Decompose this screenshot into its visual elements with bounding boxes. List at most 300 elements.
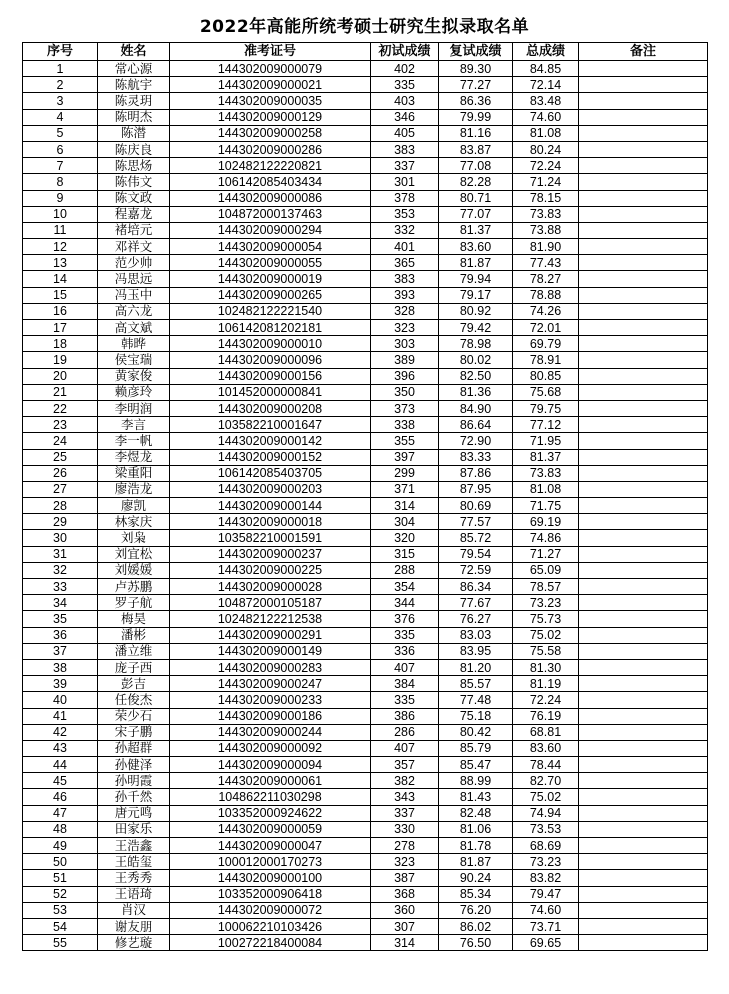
cell-remarks <box>579 336 708 352</box>
cell-exam-id: 144302009000208 <box>170 400 371 416</box>
table-row <box>23 465 708 481</box>
cell-total-score: 73.23 <box>513 595 579 611</box>
cell-total-score: 69.79 <box>513 336 579 352</box>
cell-retest-score: 72.59 <box>439 562 513 578</box>
cell-prelim-score: 346 <box>371 109 439 125</box>
cell-total-score: 79.75 <box>513 400 579 416</box>
cell-index: 23 <box>23 417 98 433</box>
cell-remarks <box>579 659 708 675</box>
cell-index: 34 <box>23 595 98 611</box>
cell-index: 18 <box>23 336 98 352</box>
cell-remarks <box>579 757 708 773</box>
cell-total-score: 83.48 <box>513 93 579 109</box>
cell-total-score: 80.85 <box>513 368 579 384</box>
table-row <box>23 659 708 675</box>
cell-total-score: 68.81 <box>513 724 579 740</box>
cell-prelim-score: 389 <box>371 352 439 368</box>
cell-total-score: 81.08 <box>513 125 579 141</box>
cell-index: 11 <box>23 222 98 238</box>
cell-remarks <box>579 643 708 659</box>
cell-total-score: 73.53 <box>513 821 579 837</box>
cell-prelim-score: 315 <box>371 546 439 562</box>
cell-index: 22 <box>23 400 98 416</box>
cell-exam-id: 144302009000152 <box>170 449 371 465</box>
cell-remarks <box>579 465 708 481</box>
cell-retest-score: 79.99 <box>439 109 513 125</box>
table-body <box>23 61 708 951</box>
cell-retest-score: 80.92 <box>439 303 513 319</box>
cell-name: 孙明霞 <box>98 773 170 789</box>
column-header-prelim-score: 初试成绩 <box>371 43 439 61</box>
cell-exam-id: 103352000906418 <box>170 886 371 902</box>
cell-prelim-score: 320 <box>371 530 439 546</box>
cell-total-score: 75.73 <box>513 611 579 627</box>
cell-index: 15 <box>23 287 98 303</box>
cell-index: 13 <box>23 255 98 271</box>
cell-exam-id: 144302009000294 <box>170 222 371 238</box>
cell-name: 侯宝瑞 <box>98 352 170 368</box>
cell-total-score: 73.23 <box>513 854 579 870</box>
cell-retest-score: 80.69 <box>439 498 513 514</box>
cell-retest-score: 81.16 <box>439 125 513 141</box>
cell-remarks <box>579 854 708 870</box>
cell-prelim-score: 335 <box>371 692 439 708</box>
cell-index: 48 <box>23 821 98 837</box>
cell-remarks <box>579 627 708 643</box>
cell-remarks <box>579 109 708 125</box>
cell-remarks <box>579 724 708 740</box>
table-row <box>23 724 708 740</box>
cell-remarks <box>579 239 708 255</box>
cell-total-score: 72.24 <box>513 692 579 708</box>
cell-name: 陈伟文 <box>98 174 170 190</box>
cell-name: 范少帅 <box>98 255 170 271</box>
cell-exam-id: 144302009000144 <box>170 498 371 514</box>
cell-index: 19 <box>23 352 98 368</box>
cell-total-score: 76.19 <box>513 708 579 724</box>
cell-total-score: 78.15 <box>513 190 579 206</box>
cell-prelim-score: 328 <box>371 303 439 319</box>
cell-retest-score: 77.57 <box>439 514 513 530</box>
column-header-total-score: 总成绩 <box>513 43 579 61</box>
cell-retest-score: 80.71 <box>439 190 513 206</box>
table-row <box>23 692 708 708</box>
cell-prelim-score: 360 <box>371 902 439 918</box>
cell-name: 刘宜松 <box>98 546 170 562</box>
cell-prelim-score: 350 <box>371 384 439 400</box>
cell-prelim-score: 382 <box>371 773 439 789</box>
table-row <box>23 498 708 514</box>
cell-retest-score: 76.50 <box>439 935 513 951</box>
cell-name: 罗子航 <box>98 595 170 611</box>
cell-index: 43 <box>23 740 98 756</box>
cell-index: 6 <box>23 141 98 157</box>
cell-retest-score: 79.17 <box>439 287 513 303</box>
cell-prelim-score: 288 <box>371 562 439 578</box>
cell-name: 陈庆良 <box>98 141 170 157</box>
cell-name: 任俊杰 <box>98 692 170 708</box>
cell-total-score: 71.95 <box>513 433 579 449</box>
cell-total-score: 78.27 <box>513 271 579 287</box>
cell-name: 廖凯 <box>98 498 170 514</box>
cell-prelim-score: 337 <box>371 158 439 174</box>
cell-name: 荣少石 <box>98 708 170 724</box>
cell-name: 肖汉 <box>98 902 170 918</box>
cell-prelim-score: 405 <box>371 125 439 141</box>
cell-index: 36 <box>23 627 98 643</box>
cell-name: 刘枭 <box>98 530 170 546</box>
column-header-exam-id: 准考证号 <box>170 43 371 61</box>
table-row <box>23 158 708 174</box>
cell-name: 梅昊 <box>98 611 170 627</box>
cell-name: 褚培元 <box>98 222 170 238</box>
column-header-retest-score: 复试成绩 <box>439 43 513 61</box>
cell-exam-id: 144302009000028 <box>170 579 371 595</box>
cell-exam-id: 144302009000019 <box>170 271 371 287</box>
cell-index: 41 <box>23 708 98 724</box>
cell-total-score: 80.24 <box>513 141 579 157</box>
page-title: 2022年高能所统考硕士研究生拟录取名单 <box>199 17 530 37</box>
cell-name: 程嘉龙 <box>98 206 170 222</box>
cell-retest-score: 85.34 <box>439 886 513 902</box>
cell-index: 45 <box>23 773 98 789</box>
cell-index: 38 <box>23 659 98 675</box>
table-row <box>23 838 708 854</box>
cell-remarks <box>579 433 708 449</box>
table-row <box>23 579 708 595</box>
cell-remarks <box>579 886 708 902</box>
table-row <box>23 935 708 951</box>
cell-remarks <box>579 287 708 303</box>
cell-prelim-score: 343 <box>371 789 439 805</box>
table-row <box>23 141 708 157</box>
cell-remarks <box>579 190 708 206</box>
cell-total-score: 81.37 <box>513 449 579 465</box>
cell-remarks <box>579 352 708 368</box>
cell-retest-score: 81.37 <box>439 222 513 238</box>
cell-prelim-score: 299 <box>371 465 439 481</box>
table-row <box>23 271 708 287</box>
cell-prelim-score: 307 <box>371 918 439 934</box>
cell-remarks <box>579 141 708 157</box>
cell-name: 陈航宇 <box>98 77 170 93</box>
column-header-name: 姓名 <box>98 43 170 61</box>
cell-retest-score: 83.60 <box>439 239 513 255</box>
cell-retest-score: 86.02 <box>439 918 513 934</box>
cell-retest-score: 85.57 <box>439 676 513 692</box>
cell-remarks <box>579 611 708 627</box>
cell-remarks <box>579 206 708 222</box>
cell-total-score: 79.47 <box>513 886 579 902</box>
table-row <box>23 902 708 918</box>
cell-total-score: 74.26 <box>513 303 579 319</box>
table-row <box>23 222 708 238</box>
cell-total-score: 75.68 <box>513 384 579 400</box>
cell-remarks <box>579 384 708 400</box>
cell-retest-score: 81.06 <box>439 821 513 837</box>
cell-prelim-score: 373 <box>371 400 439 416</box>
cell-exam-id: 144302009000035 <box>170 93 371 109</box>
cell-retest-score: 82.28 <box>439 174 513 190</box>
cell-exam-id: 144302009000047 <box>170 838 371 854</box>
cell-remarks <box>579 579 708 595</box>
cell-retest-score: 78.98 <box>439 336 513 352</box>
cell-prelim-score: 368 <box>371 886 439 902</box>
cell-total-score: 84.85 <box>513 61 579 77</box>
cell-index: 44 <box>23 757 98 773</box>
cell-exam-id: 144302009000092 <box>170 740 371 756</box>
table-row <box>23 514 708 530</box>
cell-total-score: 75.02 <box>513 789 579 805</box>
cell-retest-score: 81.87 <box>439 255 513 271</box>
cell-total-score: 73.83 <box>513 465 579 481</box>
column-header-remarks: 备注 <box>579 43 708 61</box>
cell-remarks <box>579 740 708 756</box>
cell-name: 刘媛媛 <box>98 562 170 578</box>
table-row <box>23 174 708 190</box>
table-row <box>23 595 708 611</box>
cell-retest-score: 86.36 <box>439 93 513 109</box>
cell-index: 33 <box>23 579 98 595</box>
table-row <box>23 757 708 773</box>
cell-exam-id: 144302009000018 <box>170 514 371 530</box>
cell-prelim-score: 335 <box>371 77 439 93</box>
cell-index: 40 <box>23 692 98 708</box>
cell-exam-id: 144302009000149 <box>170 643 371 659</box>
cell-exam-id: 144302009000258 <box>170 125 371 141</box>
cell-remarks <box>579 125 708 141</box>
cell-index: 4 <box>23 109 98 125</box>
cell-name: 赖彦玲 <box>98 384 170 400</box>
cell-exam-id: 144302009000203 <box>170 481 371 497</box>
table-row <box>23 611 708 627</box>
cell-exam-id: 144302009000286 <box>170 141 371 157</box>
cell-exam-id: 144302009000129 <box>170 109 371 125</box>
cell-retest-score: 77.67 <box>439 595 513 611</box>
cell-retest-score: 85.72 <box>439 530 513 546</box>
cell-retest-score: 87.86 <box>439 465 513 481</box>
cell-remarks <box>579 708 708 724</box>
cell-exam-id: 101452000000841 <box>170 384 371 400</box>
cell-name: 韩晔 <box>98 336 170 352</box>
cell-remarks <box>579 546 708 562</box>
table-row <box>23 433 708 449</box>
cell-exam-id: 144302009000096 <box>170 352 371 368</box>
cell-exam-id: 104862211030298 <box>170 789 371 805</box>
cell-remarks <box>579 93 708 109</box>
cell-exam-id: 144302009000265 <box>170 287 371 303</box>
cell-remarks <box>579 821 708 837</box>
cell-retest-score: 90.24 <box>439 870 513 886</box>
cell-retest-score: 81.87 <box>439 854 513 870</box>
cell-remarks <box>579 498 708 514</box>
cell-prelim-score: 278 <box>371 838 439 854</box>
cell-exam-id: 100012000170273 <box>170 854 371 870</box>
table-row <box>23 190 708 206</box>
cell-total-score: 81.19 <box>513 676 579 692</box>
cell-index: 46 <box>23 789 98 805</box>
cell-retest-score: 83.95 <box>439 643 513 659</box>
cell-name: 潘彬 <box>98 627 170 643</box>
cell-index: 16 <box>23 303 98 319</box>
table-row <box>23 449 708 465</box>
cell-index: 10 <box>23 206 98 222</box>
cell-total-score: 71.75 <box>513 498 579 514</box>
cell-exam-id: 104872000137463 <box>170 206 371 222</box>
cell-remarks <box>579 222 708 238</box>
cell-name: 庞子西 <box>98 659 170 675</box>
cell-exam-id: 144302009000186 <box>170 708 371 724</box>
cell-prelim-score: 330 <box>371 821 439 837</box>
cell-index: 17 <box>23 320 98 336</box>
cell-exam-id: 144302009000072 <box>170 902 371 918</box>
table-row <box>23 805 708 821</box>
cell-prelim-score: 332 <box>371 222 439 238</box>
column-header-index: 序号 <box>23 43 98 61</box>
cell-prelim-score: 323 <box>371 854 439 870</box>
cell-remarks <box>579 676 708 692</box>
cell-index: 27 <box>23 481 98 497</box>
cell-remarks <box>579 773 708 789</box>
cell-name: 孙健泽 <box>98 757 170 773</box>
table-row <box>23 886 708 902</box>
cell-index: 53 <box>23 902 98 918</box>
cell-retest-score: 81.20 <box>439 659 513 675</box>
cell-name: 谢友朋 <box>98 918 170 934</box>
table-row <box>23 740 708 756</box>
cell-retest-score: 81.36 <box>439 384 513 400</box>
cell-remarks <box>579 481 708 497</box>
cell-index: 47 <box>23 805 98 821</box>
cell-remarks <box>579 595 708 611</box>
cell-remarks <box>579 789 708 805</box>
cell-name: 王秀秀 <box>98 870 170 886</box>
cell-name: 宋子鹏 <box>98 724 170 740</box>
cell-name: 李言 <box>98 417 170 433</box>
cell-prelim-score: 336 <box>371 643 439 659</box>
cell-prelim-score: 378 <box>371 190 439 206</box>
cell-exam-id: 100062210103426 <box>170 918 371 934</box>
cell-exam-id: 104872000105187 <box>170 595 371 611</box>
cell-exam-id: 144302009000010 <box>170 336 371 352</box>
cell-retest-score: 82.50 <box>439 368 513 384</box>
cell-prelim-score: 354 <box>371 579 439 595</box>
cell-remarks <box>579 400 708 416</box>
cell-total-score: 69.19 <box>513 514 579 530</box>
cell-total-score: 73.71 <box>513 918 579 934</box>
cell-index: 50 <box>23 854 98 870</box>
cell-retest-score: 75.18 <box>439 708 513 724</box>
cell-name: 黄家俊 <box>98 368 170 384</box>
table-row <box>23 481 708 497</box>
cell-exam-id: 144302009000291 <box>170 627 371 643</box>
cell-total-score: 74.60 <box>513 902 579 918</box>
cell-retest-score: 84.90 <box>439 400 513 416</box>
cell-prelim-score: 397 <box>371 449 439 465</box>
cell-prelim-score: 286 <box>371 724 439 740</box>
cell-retest-score: 80.42 <box>439 724 513 740</box>
table-row <box>23 546 708 562</box>
cell-index: 39 <box>23 676 98 692</box>
cell-remarks <box>579 255 708 271</box>
cell-remarks <box>579 77 708 93</box>
cell-index: 28 <box>23 498 98 514</box>
cell-index: 30 <box>23 530 98 546</box>
cell-retest-score: 82.48 <box>439 805 513 821</box>
table-row <box>23 918 708 934</box>
cell-prelim-score: 314 <box>371 935 439 951</box>
header-row <box>23 43 708 61</box>
cell-prelim-score: 314 <box>371 498 439 514</box>
cell-total-score: 65.09 <box>513 562 579 578</box>
cell-remarks <box>579 174 708 190</box>
cell-name: 彭吉 <box>98 676 170 692</box>
table-row <box>23 789 708 805</box>
table-row <box>23 627 708 643</box>
table-row <box>23 417 708 433</box>
table-row <box>23 870 708 886</box>
cell-remarks <box>579 449 708 465</box>
cell-prelim-score: 396 <box>371 368 439 384</box>
cell-retest-score: 79.42 <box>439 320 513 336</box>
cell-index: 37 <box>23 643 98 659</box>
cell-exam-id: 144302009000059 <box>170 821 371 837</box>
cell-index: 12 <box>23 239 98 255</box>
table-row <box>23 352 708 368</box>
table-row <box>23 854 708 870</box>
cell-name: 卢苏鹏 <box>98 579 170 595</box>
cell-index: 26 <box>23 465 98 481</box>
cell-total-score: 74.60 <box>513 109 579 125</box>
cell-retest-score: 87.95 <box>439 481 513 497</box>
cell-retest-score: 83.87 <box>439 141 513 157</box>
cell-prelim-score: 386 <box>371 708 439 724</box>
cell-exam-id: 144302009000079 <box>170 61 371 77</box>
cell-remarks <box>579 320 708 336</box>
cell-exam-id: 144302009000086 <box>170 190 371 206</box>
cell-remarks <box>579 870 708 886</box>
cell-index: 2 <box>23 77 98 93</box>
cell-total-score: 69.65 <box>513 935 579 951</box>
cell-retest-score: 77.48 <box>439 692 513 708</box>
table-row <box>23 368 708 384</box>
cell-exam-id: 144302009000021 <box>170 77 371 93</box>
cell-index: 3 <box>23 93 98 109</box>
cell-exam-id: 144302009000244 <box>170 724 371 740</box>
cell-remarks <box>579 935 708 951</box>
cell-name: 高六龙 <box>98 303 170 319</box>
cell-total-score: 75.58 <box>513 643 579 659</box>
cell-retest-score: 77.08 <box>439 158 513 174</box>
cell-total-score: 72.24 <box>513 158 579 174</box>
cell-index: 1 <box>23 61 98 77</box>
cell-remarks <box>579 530 708 546</box>
cell-prelim-score: 402 <box>371 61 439 77</box>
cell-total-score: 71.27 <box>513 546 579 562</box>
table-row <box>23 708 708 724</box>
cell-total-score: 81.90 <box>513 239 579 255</box>
cell-exam-id: 144302009000225 <box>170 562 371 578</box>
cell-exam-id: 100272218400084 <box>170 935 371 951</box>
cell-prelim-score: 384 <box>371 676 439 692</box>
cell-name: 陈思炀 <box>98 158 170 174</box>
cell-name: 田家乐 <box>98 821 170 837</box>
cell-retest-score: 85.79 <box>439 740 513 756</box>
cell-retest-score: 89.30 <box>439 61 513 77</box>
cell-remarks <box>579 158 708 174</box>
cell-retest-score: 80.02 <box>439 352 513 368</box>
cell-exam-id: 144302009000233 <box>170 692 371 708</box>
